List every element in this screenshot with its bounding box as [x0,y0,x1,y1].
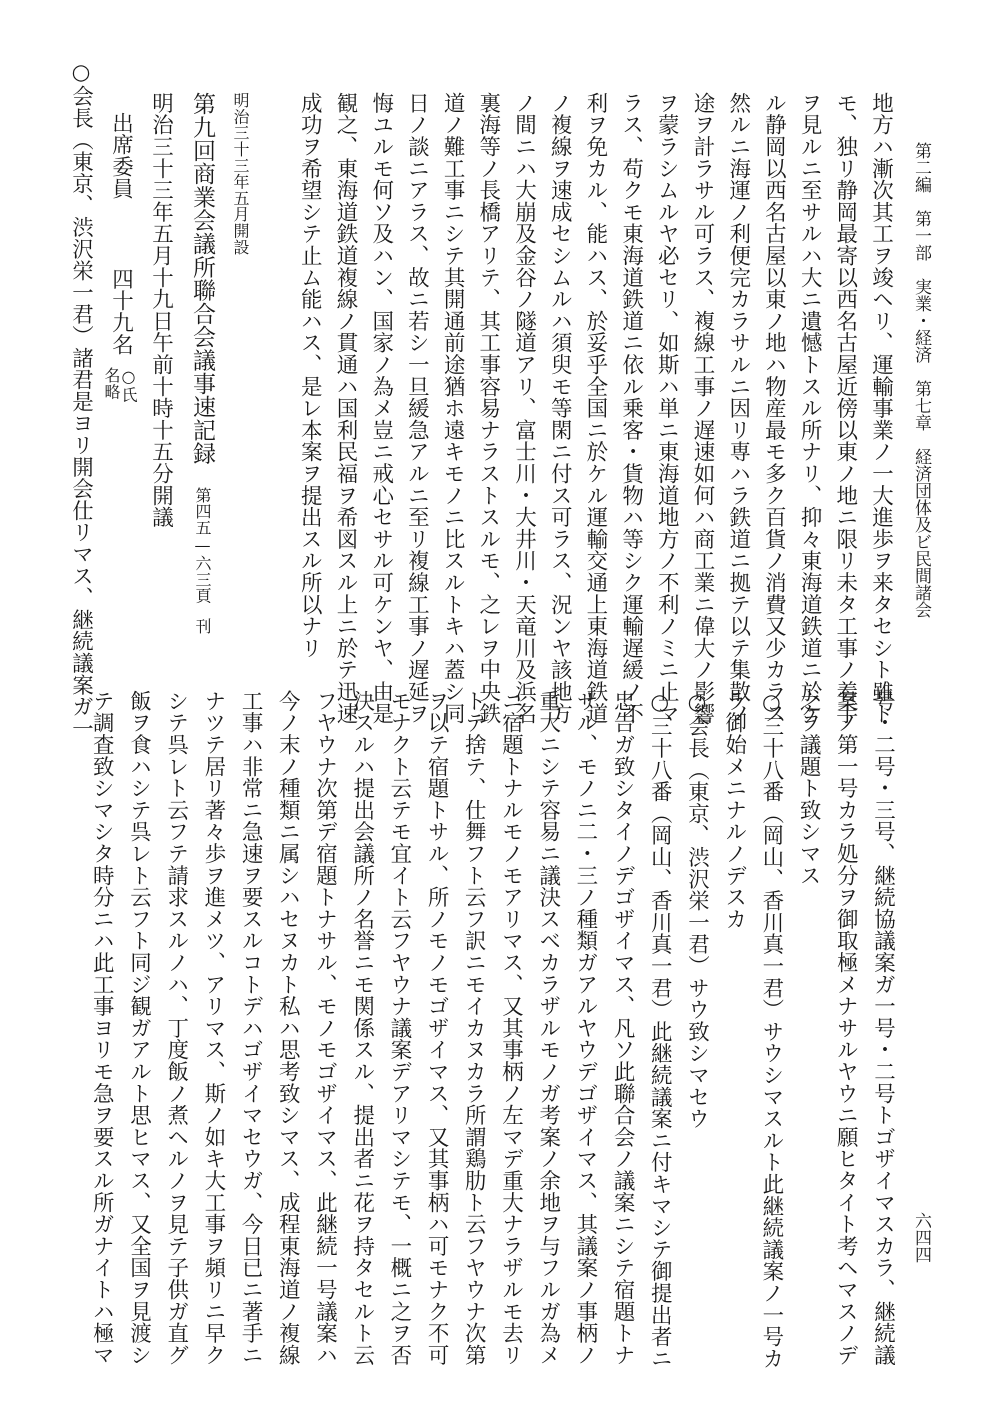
upper-text-line: ノ間ニハ大崩及金谷ノ隧道アリ、富士川・大井川・天竜川及浜名 [511,92,537,725]
upper-text-line: 観之、東海道鉄道複線ノ貫通ハ国利民福ヲ希図スル上ニ於テ迅速 [333,92,358,725]
record-title-text: 第九回商業会議所聯合会議事速記録 [189,92,215,465]
chair-opening-line: ○会長（東京、渋沢栄一君）諸君是ヨリ開会仕リマス、継続議案ガ一 [68,60,94,740]
page-number: 六四四 [911,1212,931,1263]
lower-text-line: 案ノ第一号カラ処分ヲ御取極メナサルヤウニ願ヒタイト考ヘマスノデ [833,690,859,1366]
record-pages: 第四五—六三頁 [193,486,212,604]
upper-text-line: ノ複線ヲ速成セシムルハ須臾モ等閑ニ付ス可ラス、況ンヤ該地方 [547,92,573,725]
lower-text-line: シテ呉レト云フテ請求スルノハ、丁度飯ノ煮ヘルノヲ見テ子供ガ直グ [163,690,189,1366]
upper-text-line: 道ノ難工事ニシテ其開通前途猶ホ遠キモノニ比スルトキハ蓋シ同 [440,92,466,725]
upper-text-line: 利ヲ免カル、能ハス、於妥乎全国ニ於ケル運輸交通上東海道鉄道 [582,92,608,725]
upper-text-line: 地方ハ漸次其工ヲ竣ヘリ、運輸事業ノ一大進歩ヲ来タセシト雖ト [868,92,894,725]
upper-text-line: 途ヲ計ラサル可ラス、複線工事ノ遅速如何ハ商工業ニ偉大ノ影響 [690,92,715,725]
upper-text-line: 裏海等ノ長橋アリテ、其工事容易ナラストスルモ、之レヲ中央鉄 [475,92,501,725]
upper-text-line: 然ルニ海運ノ利便完カラサルニ因リ専ハラ鉄道ニ拠テ以テ集散ノ [725,92,751,725]
names-omitted: 名略 [102,367,121,400]
upper-text-line: ル静岡以西名古屋以東ノ地ハ物産最モ多ク百貨ノ消費又少カラス [761,92,787,725]
lower-text-line: 号・二号・三号、継続協議案ガ一号・二号トゴザイマスカラ、継続議 [870,690,896,1366]
lower-text-line: ナツテ居リ著々歩ヲ進メツ、アリマス、斯ノ如キ大工事ヲ頻リニ早ク [200,690,226,1366]
record-title [190,92,213,634]
lower-text-line: テ調査致シマシタ時分ニハ此工事ヨリモ急ヲ要スル所ガナイトハ極マ [89,690,115,1366]
lower-text-line: 重大ニシテ容易ニ議決スベカラザルモノガ考案ノ余地ヲ与フルガ為メ [535,690,561,1366]
attendees-label: 出席委員 [108,112,134,200]
lower-text-line: フヤウナ次第デ宿題トナサル、モノモゴザイマス、此継続一号議案ハ [312,690,338,1366]
lower-text-line: ニ宿題トナルモノモアリマス、又其事柄ノ左マデ重大ナラザルモ去リ [498,690,524,1366]
upper-text-line: ラス、苟クモ東海道鉄道ニ依ル乗客・貨物ハ等シク運輸遅緩ノ不 [618,92,644,725]
upper-text-line: 悔ユルモ何ソ及ハン、国家ノ為メ豈ニ戒心セサル可ケンヤ、由是 [368,92,394,725]
attendees-count: 四十九名 [108,268,134,356]
upper-text-line: ヲ蒙ラシムルヤ必セリ、如斯ハ単ニ東海道地方ノ不利ノミニ止マ [654,92,680,725]
lower-text-line: サル、モノニ二・三ノ種類ガアルヤウデゴザイマス、其議案ノ事柄ノ [572,690,598,1366]
lower-text-line: ○三十八番（岡山、香川真一君）此継続議案ニ付キマシテ御提出者ニ [647,690,673,1370]
lower-text-line: 忠告ガ致シタイノデゴザイマス、凡ソ此聯合会ノ議案ニシテ宿題トナ [610,690,636,1366]
upper-text-line: ヲ見ルニ至サルハ大ニ遺憾トスル所ナリ、抑々東海道鉄道ニ於ケ [797,92,823,725]
lower-text-line: モナクト云テモ宜イト云フヤウナ議案デアリマシテモ、一概ニ之ヲ否 [386,690,412,1366]
lower-text-line: 決スルハ提出会議所ノ名誉ニモ関係スル、提出者ニ花ヲ持タセルト云 [349,690,375,1366]
lower-text-line: 之ヲ議題ト致シマス [796,690,822,887]
upper-text-line: 成功ヲ希望シテ止ム能ハス、是レ本案ヲ提出スル所以ナリ [297,92,323,659]
upper-text-line: モ、独リ静岡最寄以西名古屋近傍以東ノ地ニ限リ未タ工事ノ着手 [832,92,858,725]
names-label: ○氏 [119,367,138,403]
lower-text-line: ラ御始メニナルノデスカ [721,690,747,930]
lower-text-line: ○三十八番（岡山、香川真一君）サウシマスルト此継続議案ノ一号カ [758,690,784,1370]
upper-text-line: 日ノ談ニアラス、故ニ若シ一旦緩急アルニ至リ複線工事ノ遅延ヲ [404,92,430,725]
lower-text-line: 飯ヲ食ハシテ呉レト云フト同ジ観ガアルト思ヒマス、又全国ヲ見渡シ [126,690,152,1366]
lower-text-line: ○会長（東京、渋沢栄一君）サウ致シマセウ [684,690,710,1130]
meeting-opened-note: 明治三十三年五月開設 [231,92,250,255]
running-header: 第二編 第一部 実業・経済 第七章 経済団体及ビ民間諸会 [911,142,931,618]
lower-text-line: ヲ以テ宿題トサル、所ノモノモゴザイマス、又其事柄ハ可モナク不可 [424,690,450,1366]
session-opened: 明治三十三年五月十九日午前十時十五分開議 [148,92,174,528]
record-publication: 刊 [193,617,212,635]
lower-text-line: 今ノ末ノ種類ニ属シハセヌカト私ハ思考致シマス、成程東海道ノ複線 [275,690,301,1366]
lower-text-line: トテ捨テ、仕舞フト云フ訳ニモイカヌカラ所謂鶏肋ト云フヤウナ次第 [461,690,487,1366]
lower-text-line: 工事ハ非常ニ急速ヲ要スルコトデハゴザイマセウガ、今日已ニ著手ニ [238,690,264,1366]
